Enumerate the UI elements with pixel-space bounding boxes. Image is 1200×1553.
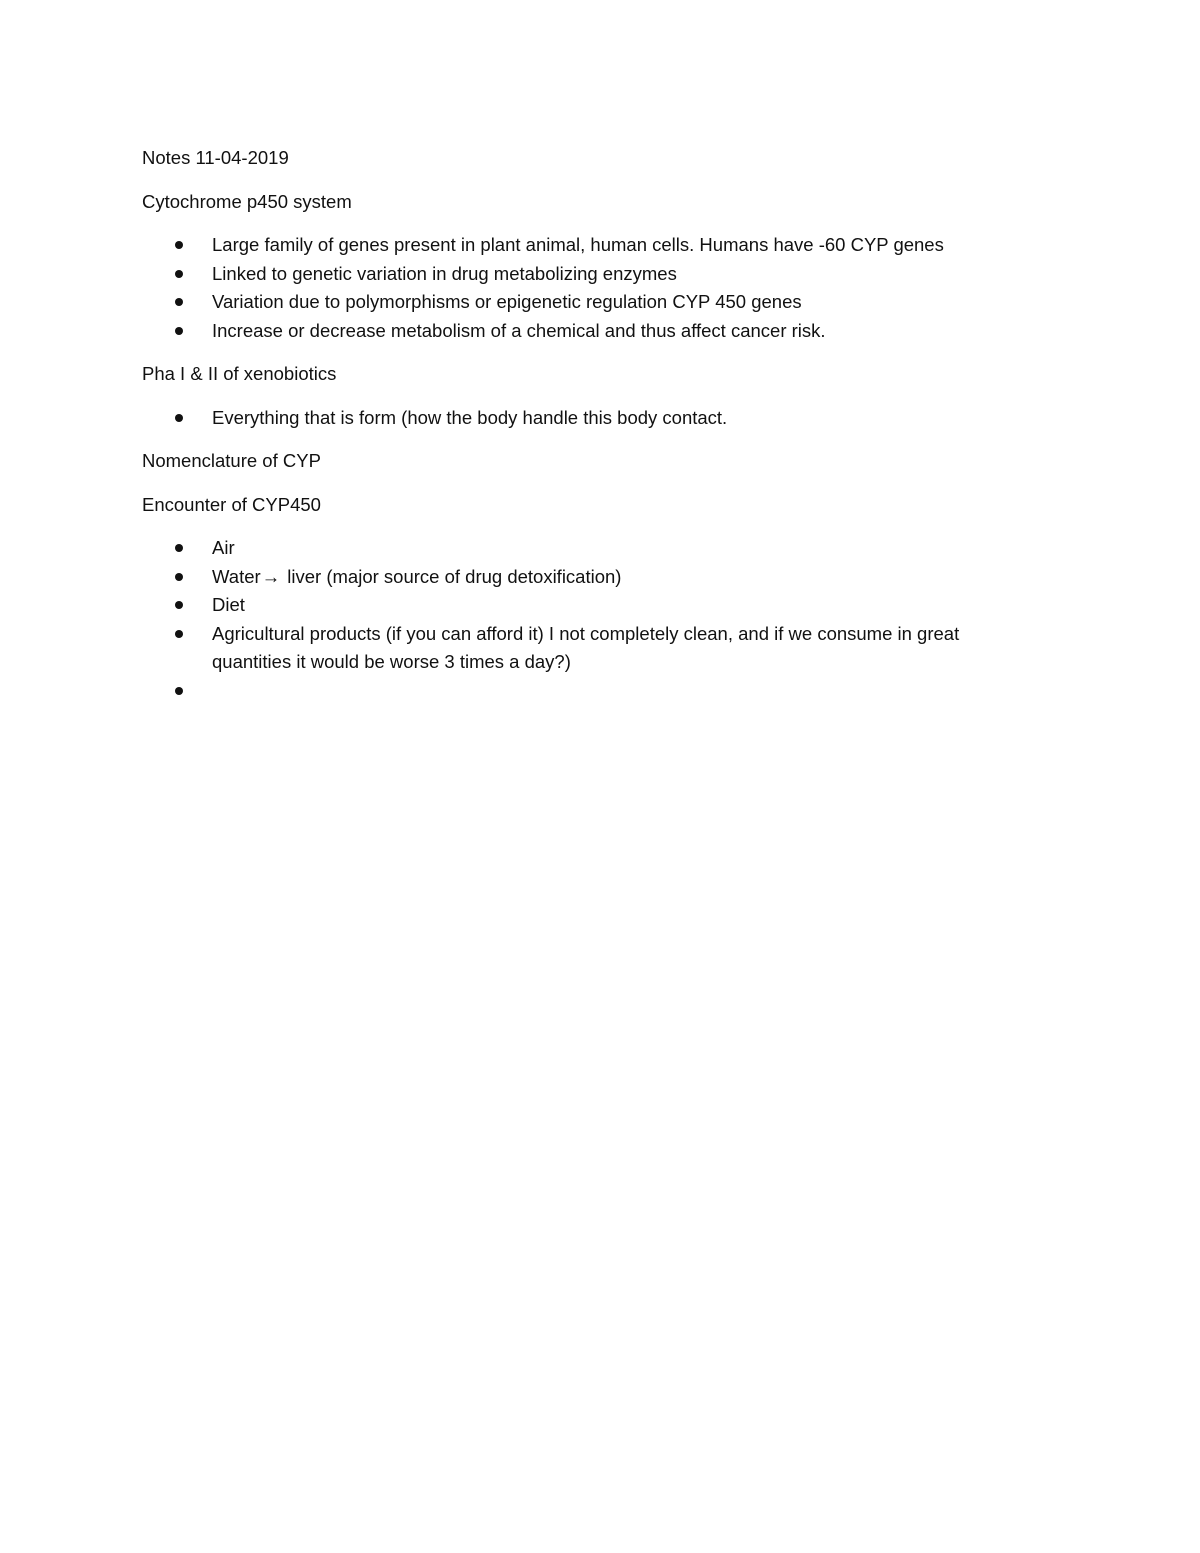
list-item (142, 260, 1042, 289)
list-item-text: Diet (212, 594, 245, 615)
section-heading-encounter: Encounter of CYP450 (142, 493, 321, 515)
section-heading-phases: Pha I & II of xenobiotics (142, 363, 337, 384)
document-body (142, 144, 1042, 720)
list-item-text: Variation due to polymorphisms or epigenetic regulation CYP 450 genes (212, 291, 802, 312)
list-item (142, 288, 1042, 317)
list-item-text: Everything that is form (how the body handle this body contact. (212, 406, 728, 428)
bullet-icon (175, 270, 183, 278)
bullet-icon (175, 241, 183, 249)
list-item-text: Increase or decrease metabolism of a chemical and thus affect cancer risk. (212, 319, 826, 341)
bullet-icon (175, 630, 183, 638)
list-item (142, 534, 1042, 563)
list-item-text: Air (212, 537, 235, 558)
bullet-list-encounter (142, 534, 1042, 705)
arrow-right-icon: → (261, 565, 281, 587)
list-item (142, 317, 1042, 346)
list-item (142, 231, 1042, 260)
list-item (142, 591, 1042, 620)
section-heading-nomenclature: Nomenclature of CYP (142, 450, 321, 471)
list-item-empty (142, 677, 1042, 706)
bullet-icon (175, 687, 183, 695)
list-item-text-before: Water (212, 565, 261, 587)
section-heading-cytochrome: Cytochrome p450 system (142, 190, 352, 212)
list-item (142, 620, 1042, 677)
document-title: Notes 11-04-2019 (142, 147, 289, 168)
list-item-text: Large family of genes present in plant animal, human cells. Humans have -60 CYP genes (212, 234, 944, 255)
bullet-icon (175, 414, 183, 422)
bullet-list-phases (142, 404, 1042, 433)
bullet-icon (175, 327, 183, 335)
list-item (142, 563, 1042, 592)
bullet-list-cytochrome (142, 231, 1042, 345)
list-item-text (212, 566, 621, 587)
bullet-icon (175, 601, 183, 609)
list-item (142, 404, 1042, 433)
bullet-icon (175, 298, 183, 306)
list-item-text: Agricultural products (if you can afford it) I not completely clean, and if we consume in great quantities it would be worse 3 times a day?) (212, 622, 960, 672)
bullet-icon (175, 573, 183, 581)
list-item-text-after: liver (major source of drug detoxification) (282, 565, 622, 587)
list-item-text: Linked to genetic variation in drug metabolizing enzymes (212, 262, 677, 284)
bullet-icon (175, 544, 183, 552)
